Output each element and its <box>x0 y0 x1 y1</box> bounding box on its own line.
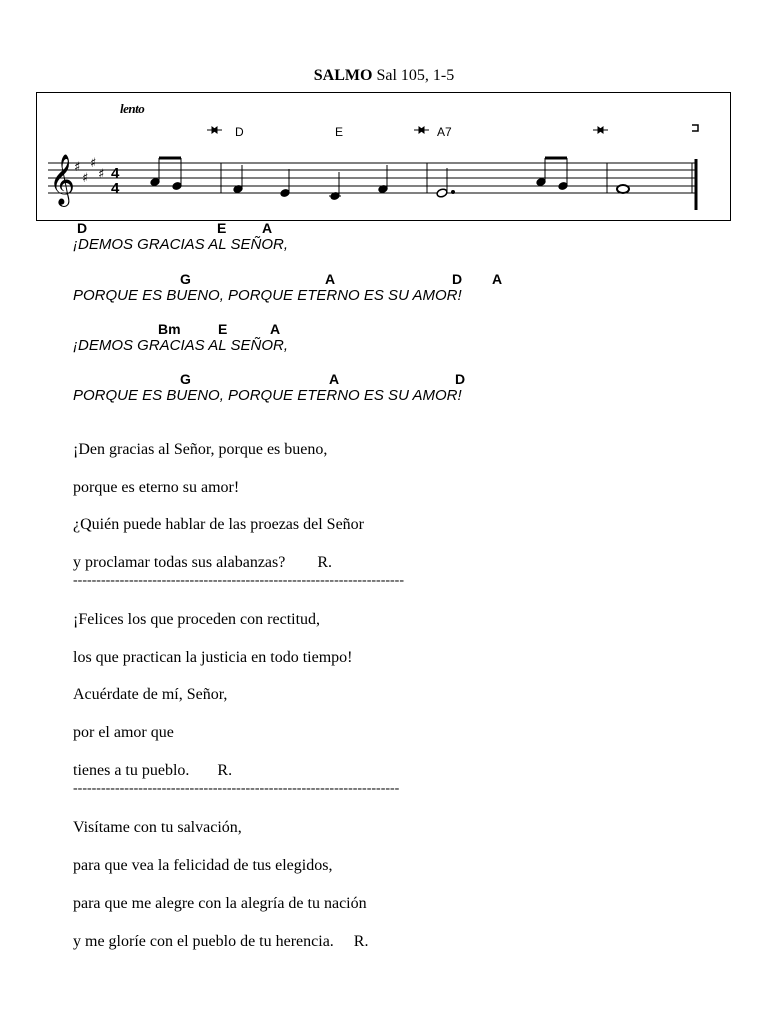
verse-line: y me gloríe con el pueblo de tu herencia. R. <box>73 933 369 950</box>
chord-label: D <box>455 371 466 387</box>
verse-line: Visítame con tu salvación, <box>73 819 242 836</box>
svg-text:♯: ♯ <box>98 167 105 182</box>
divider: ----------------------------------------------------------------------- <box>73 573 405 588</box>
title-bold: SALMO <box>313 67 373 84</box>
chord-label: A <box>262 220 273 236</box>
refrain-line: PORQUE ES BUENO, PORQUE ETERNO ES SU AMOR! <box>73 387 462 404</box>
verse-line: ¡Felices los que proceden con rectitud, <box>73 611 321 628</box>
refrain-line: ¡DEMOS GRACIAS AL SEÑOR, <box>73 337 289 354</box>
score-chord: E <box>335 125 344 139</box>
verse-line: para que me alegre con la alegría de tu nación <box>73 895 367 912</box>
verse-line: ¡Den gracias al Señor, porque es bueno, <box>73 441 328 458</box>
time-signature-bottom: 4 <box>111 180 120 197</box>
verse-line: ¿Quién puede hablar de las proezas del Señor <box>73 516 364 533</box>
chord-label: D <box>452 271 463 287</box>
verse-line: por el amor que <box>73 724 174 741</box>
chord-label: A <box>492 271 503 287</box>
verse-line: Acuérdate de mí, Señor, <box>73 686 228 703</box>
divider: ---------------------------------------------------------------------- <box>73 781 400 796</box>
page-title <box>0 67 768 85</box>
chord-label: Bm <box>158 321 181 337</box>
verse-line: los que practican la justicia en todo tiempo! <box>73 649 353 666</box>
verse-line: y proclamar todas sus alabanzas? R. <box>73 554 333 571</box>
treble-clef-icon: 𝄞 <box>49 154 76 205</box>
tempo-marking: lento <box>120 101 145 116</box>
score-chord: D <box>235 125 244 139</box>
chord-label: A <box>329 371 340 387</box>
chord-label: A <box>325 271 336 287</box>
chord-label: E <box>218 321 228 337</box>
time-signature-top: 4 <box>111 165 120 182</box>
chord-label: G <box>180 371 191 387</box>
title-reference: Sal 105, 1-5 <box>376 67 455 84</box>
svg-text:♯: ♯ <box>82 171 89 186</box>
refrain-line: PORQUE ES BUENO, PORQUE ETERNO ES SU AMOR! <box>73 287 462 304</box>
score-chord: A7 <box>437 125 452 139</box>
music-score <box>36 92 731 221</box>
verse-line: porque es eterno su amor! <box>73 479 240 496</box>
svg-text:♯: ♯ <box>90 156 97 171</box>
chord-label: A <box>270 321 281 337</box>
svg-text:♯: ♯ <box>74 160 81 175</box>
chord-label: G <box>180 271 191 287</box>
chord-label: E <box>217 220 227 236</box>
verse-line: para que vea la felicidad de tus elegidos, <box>73 857 333 874</box>
chord-label: D <box>77 220 88 236</box>
verse-line: tienes a tu pueblo. R. <box>73 762 233 779</box>
refrain-line: ¡DEMOS GRACIAS AL SEÑOR, <box>73 236 289 253</box>
